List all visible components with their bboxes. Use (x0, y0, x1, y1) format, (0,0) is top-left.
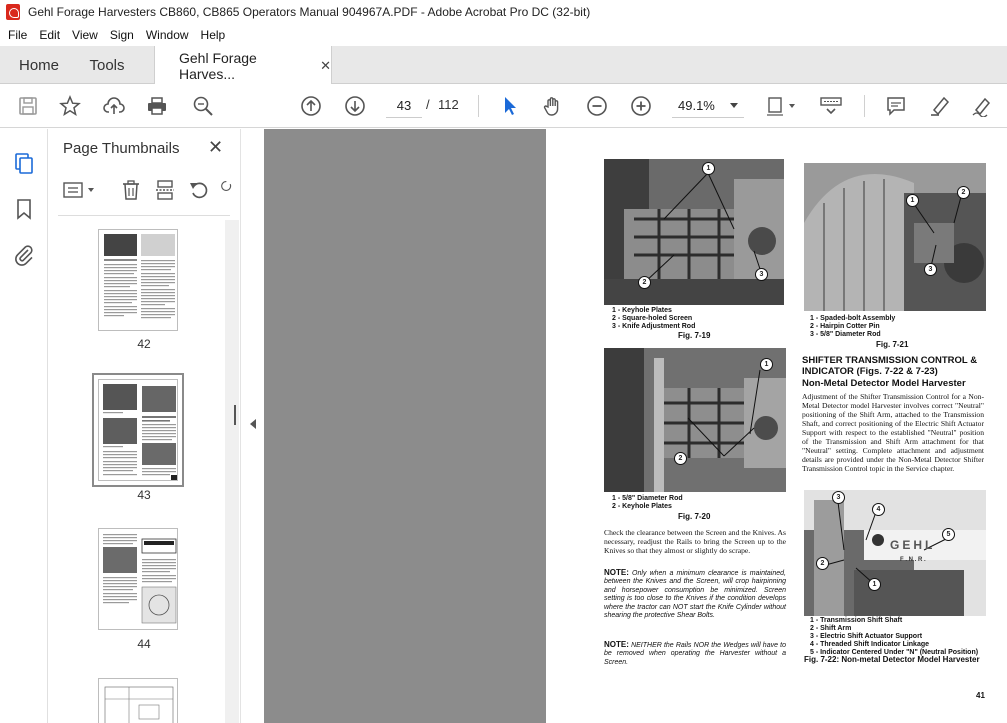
thumbnail-toolbar (60, 177, 236, 205)
page-separator: / (426, 97, 430, 112)
close-tab-icon[interactable]: ✕ (320, 57, 331, 73)
scroll-mode-icon[interactable] (818, 94, 844, 118)
figure-callout: 3 (924, 263, 937, 276)
menu-file[interactable]: File (8, 28, 28, 42)
figure-photo-7-20 (604, 348, 786, 492)
title-bar (0, 0, 1007, 24)
highlight-pen-icon[interactable] (928, 94, 952, 118)
total-pages: 112 (438, 97, 459, 112)
figure-callout: 4 (872, 503, 885, 516)
figure-callout: 1 (906, 194, 919, 207)
figure-label-7-21: Fig. 7-21 (876, 340, 909, 349)
menu-help[interactable]: Help (200, 28, 226, 42)
zoom-in-icon[interactable] (629, 94, 653, 118)
figure-photo-7-21 (804, 163, 986, 311)
note-2-label: NOTE: (604, 640, 629, 649)
splitter-grip-icon (233, 405, 237, 425)
thumbnail-divider (58, 215, 230, 216)
figure-caption-7-20: 1 - 5/8" Diameter Rod 2 - Keyhole Plates (612, 495, 683, 510)
figure-callout: 1 (702, 162, 715, 175)
figure-caption-7-22: 1 - Transmission Shift Shaft 2 - Shift Arm 3 - Electric Shift Actuator Support 4 - Threaded Shift Indicator Linkage 5 - Indicator Centered Under "N" (Neutral Position) (810, 617, 979, 656)
hand-tool-icon[interactable] (541, 94, 565, 118)
menu-edit[interactable]: Edit (39, 28, 61, 42)
zoom-level-select[interactable] (672, 94, 744, 118)
sign-pen-icon[interactable] (970, 94, 994, 118)
figure-callout: 5 (942, 528, 955, 541)
figure-label-7-20: Fig. 7-20 (678, 512, 711, 521)
bookmark-icon[interactable] (12, 197, 36, 221)
figure-callout: 1 (760, 358, 773, 371)
pdf-page (546, 129, 1007, 723)
left-navigation-rail (0, 129, 48, 723)
figure-caption-7-21: 1 - Spaded-bolt Assembly 2 - Hairpin Cotter Pin 3 - 5/8" Diameter Rod (810, 315, 896, 338)
menu-sign[interactable]: Sign (109, 28, 134, 42)
select-cursor-icon[interactable] (498, 94, 522, 118)
tab-document-label: Gehl Forage Harves... (179, 49, 257, 82)
section-heading: SHIFTER TRANSMISSION CONTROL & INDICATOR (Figs. 7-22 & 7-23) (802, 355, 978, 377)
gehl-brand-label: GEHL (890, 538, 936, 552)
attachment-icon[interactable] (12, 243, 36, 267)
page-fit-icon[interactable] (765, 94, 799, 118)
zoom-search-icon[interactable] (191, 94, 215, 118)
delete-page-icon[interactable] (120, 179, 142, 201)
tab-tools[interactable]: Tools (89, 56, 125, 74)
toolbar-divider (478, 95, 479, 117)
note-2-text: NEITHER the Rails NOR the Wedges will have to be removed when operating the Harvester without a Screen. (604, 642, 786, 666)
thumbnail-page-label: 43 (137, 488, 151, 502)
toolbar-divider (864, 95, 865, 117)
right-paragraph: Adjustment of the Shifter Transmission Control for a Non-Metal Detector model Harvester involves correct "Neutral" positioning of the Shift Arm, attached to the Transmission Shaft, and correct positioning of the Electric Shift Actuator Support with respect to the established "Neutral" position of the Transmission and Shift Arm attachment for that "Neutral" setting. Complete attachment and adjustment details are provided under the Non-Metal Detector Shifter Transmission Control topic in the Service chapter. (802, 392, 984, 473)
upload-cloud-icon[interactable] (102, 94, 126, 118)
figure-label-7-22: Fig. 7-22: Non-metal Detector Model Harvester (804, 655, 980, 664)
rotate-counterclockwise-icon[interactable] (188, 179, 210, 201)
menu-bar (0, 24, 1007, 46)
figure-photo-7-22 (804, 490, 986, 616)
acrobat-logo-icon (6, 4, 20, 20)
section-subheading: Non-Metal Detector Model Harvester (802, 378, 966, 389)
figure-callout: 3 (832, 491, 845, 504)
rotate-clockwise-icon[interactable] (220, 179, 234, 201)
thumbnails-panel (48, 129, 240, 723)
thumbnail-page[interactable] (98, 528, 178, 630)
figure-callout: 1 (868, 578, 881, 591)
tab-home[interactable]: Home (18, 56, 59, 74)
tab-document[interactable] (154, 46, 332, 85)
window-title: Gehl Forage Harvesters CB860, CB865 Operators Manual 904967A.PDF - Adobe Acrobat Pro DC (32-bit) (28, 5, 591, 19)
left-paragraph: Check the clearance between the Screen and the Knives. As necessary, readjust the Rails to bring the Screen up to the Knives so that they almost or slightly do scrape. (604, 528, 786, 555)
previous-page-icon[interactable] (299, 94, 323, 118)
document-viewer[interactable] (264, 129, 1007, 723)
print-icon[interactable] (145, 94, 169, 118)
thumbnail-list (48, 219, 240, 723)
note-2 (604, 641, 786, 667)
note-1-text: Only when a minimum clearance is maintained, between the Knives and the Screen, will crop hairpinning and horsepower consumption be minimized. Screen setting is too close to the Knives if the condition develops where the tractor can NOT start the Knife Cylinder without shearing the protective Shear Bolts. (604, 570, 786, 620)
thumbnail-page[interactable] (98, 379, 178, 481)
save-icon[interactable] (16, 94, 40, 118)
thumbnails-panel-title: Page Thumbnails (63, 140, 180, 157)
star-icon[interactable] (58, 94, 82, 118)
chevron-down-icon (730, 103, 738, 108)
thumbnail-scrollbar[interactable] (225, 220, 239, 723)
tab-bar (0, 46, 1007, 84)
close-panel-icon[interactable]: ✕ (208, 137, 224, 157)
menu-view[interactable]: View (72, 28, 98, 42)
figure-label-7-19: Fig. 7-19 (678, 331, 711, 340)
menu-window[interactable]: Window (145, 28, 189, 42)
thumbnail-options-icon[interactable] (62, 179, 98, 201)
figure-callout: 2 (638, 276, 651, 289)
thumbnail-page-label: 42 (137, 337, 151, 351)
next-page-icon[interactable] (343, 94, 367, 118)
comment-icon[interactable] (884, 94, 908, 118)
note-1-label: NOTE: (604, 568, 629, 577)
figure-callout: 3 (755, 268, 768, 281)
insert-page-icon[interactable] (154, 179, 176, 201)
collapse-panel-icon[interactable] (249, 419, 257, 429)
note-1 (604, 569, 786, 620)
page-number: 41 (976, 691, 985, 700)
panel-splitter[interactable] (240, 129, 264, 723)
thumbnail-page-label: 44 (137, 637, 151, 651)
thumbnail-page[interactable] (98, 229, 178, 331)
figure-photo-7-19 (604, 159, 784, 305)
zoom-out-icon[interactable] (585, 94, 609, 118)
page-number-input[interactable] (386, 94, 422, 118)
toolbar (0, 84, 1007, 128)
shift-marks-label: F . N . R . (900, 557, 926, 563)
figure-caption-7-19: 1 - Keyhole Plates 2 - Square-holed Screen 3 - Knife Adjustment Rod (612, 307, 696, 330)
zoom-level-value: 49.1% (678, 98, 715, 113)
figure-callout: 2 (816, 557, 829, 570)
figure-callout: 2 (674, 452, 687, 465)
thumbnail-page[interactable] (98, 678, 178, 723)
figure-callout: 2 (957, 186, 970, 199)
page-thumbnails-icon[interactable] (12, 151, 36, 175)
